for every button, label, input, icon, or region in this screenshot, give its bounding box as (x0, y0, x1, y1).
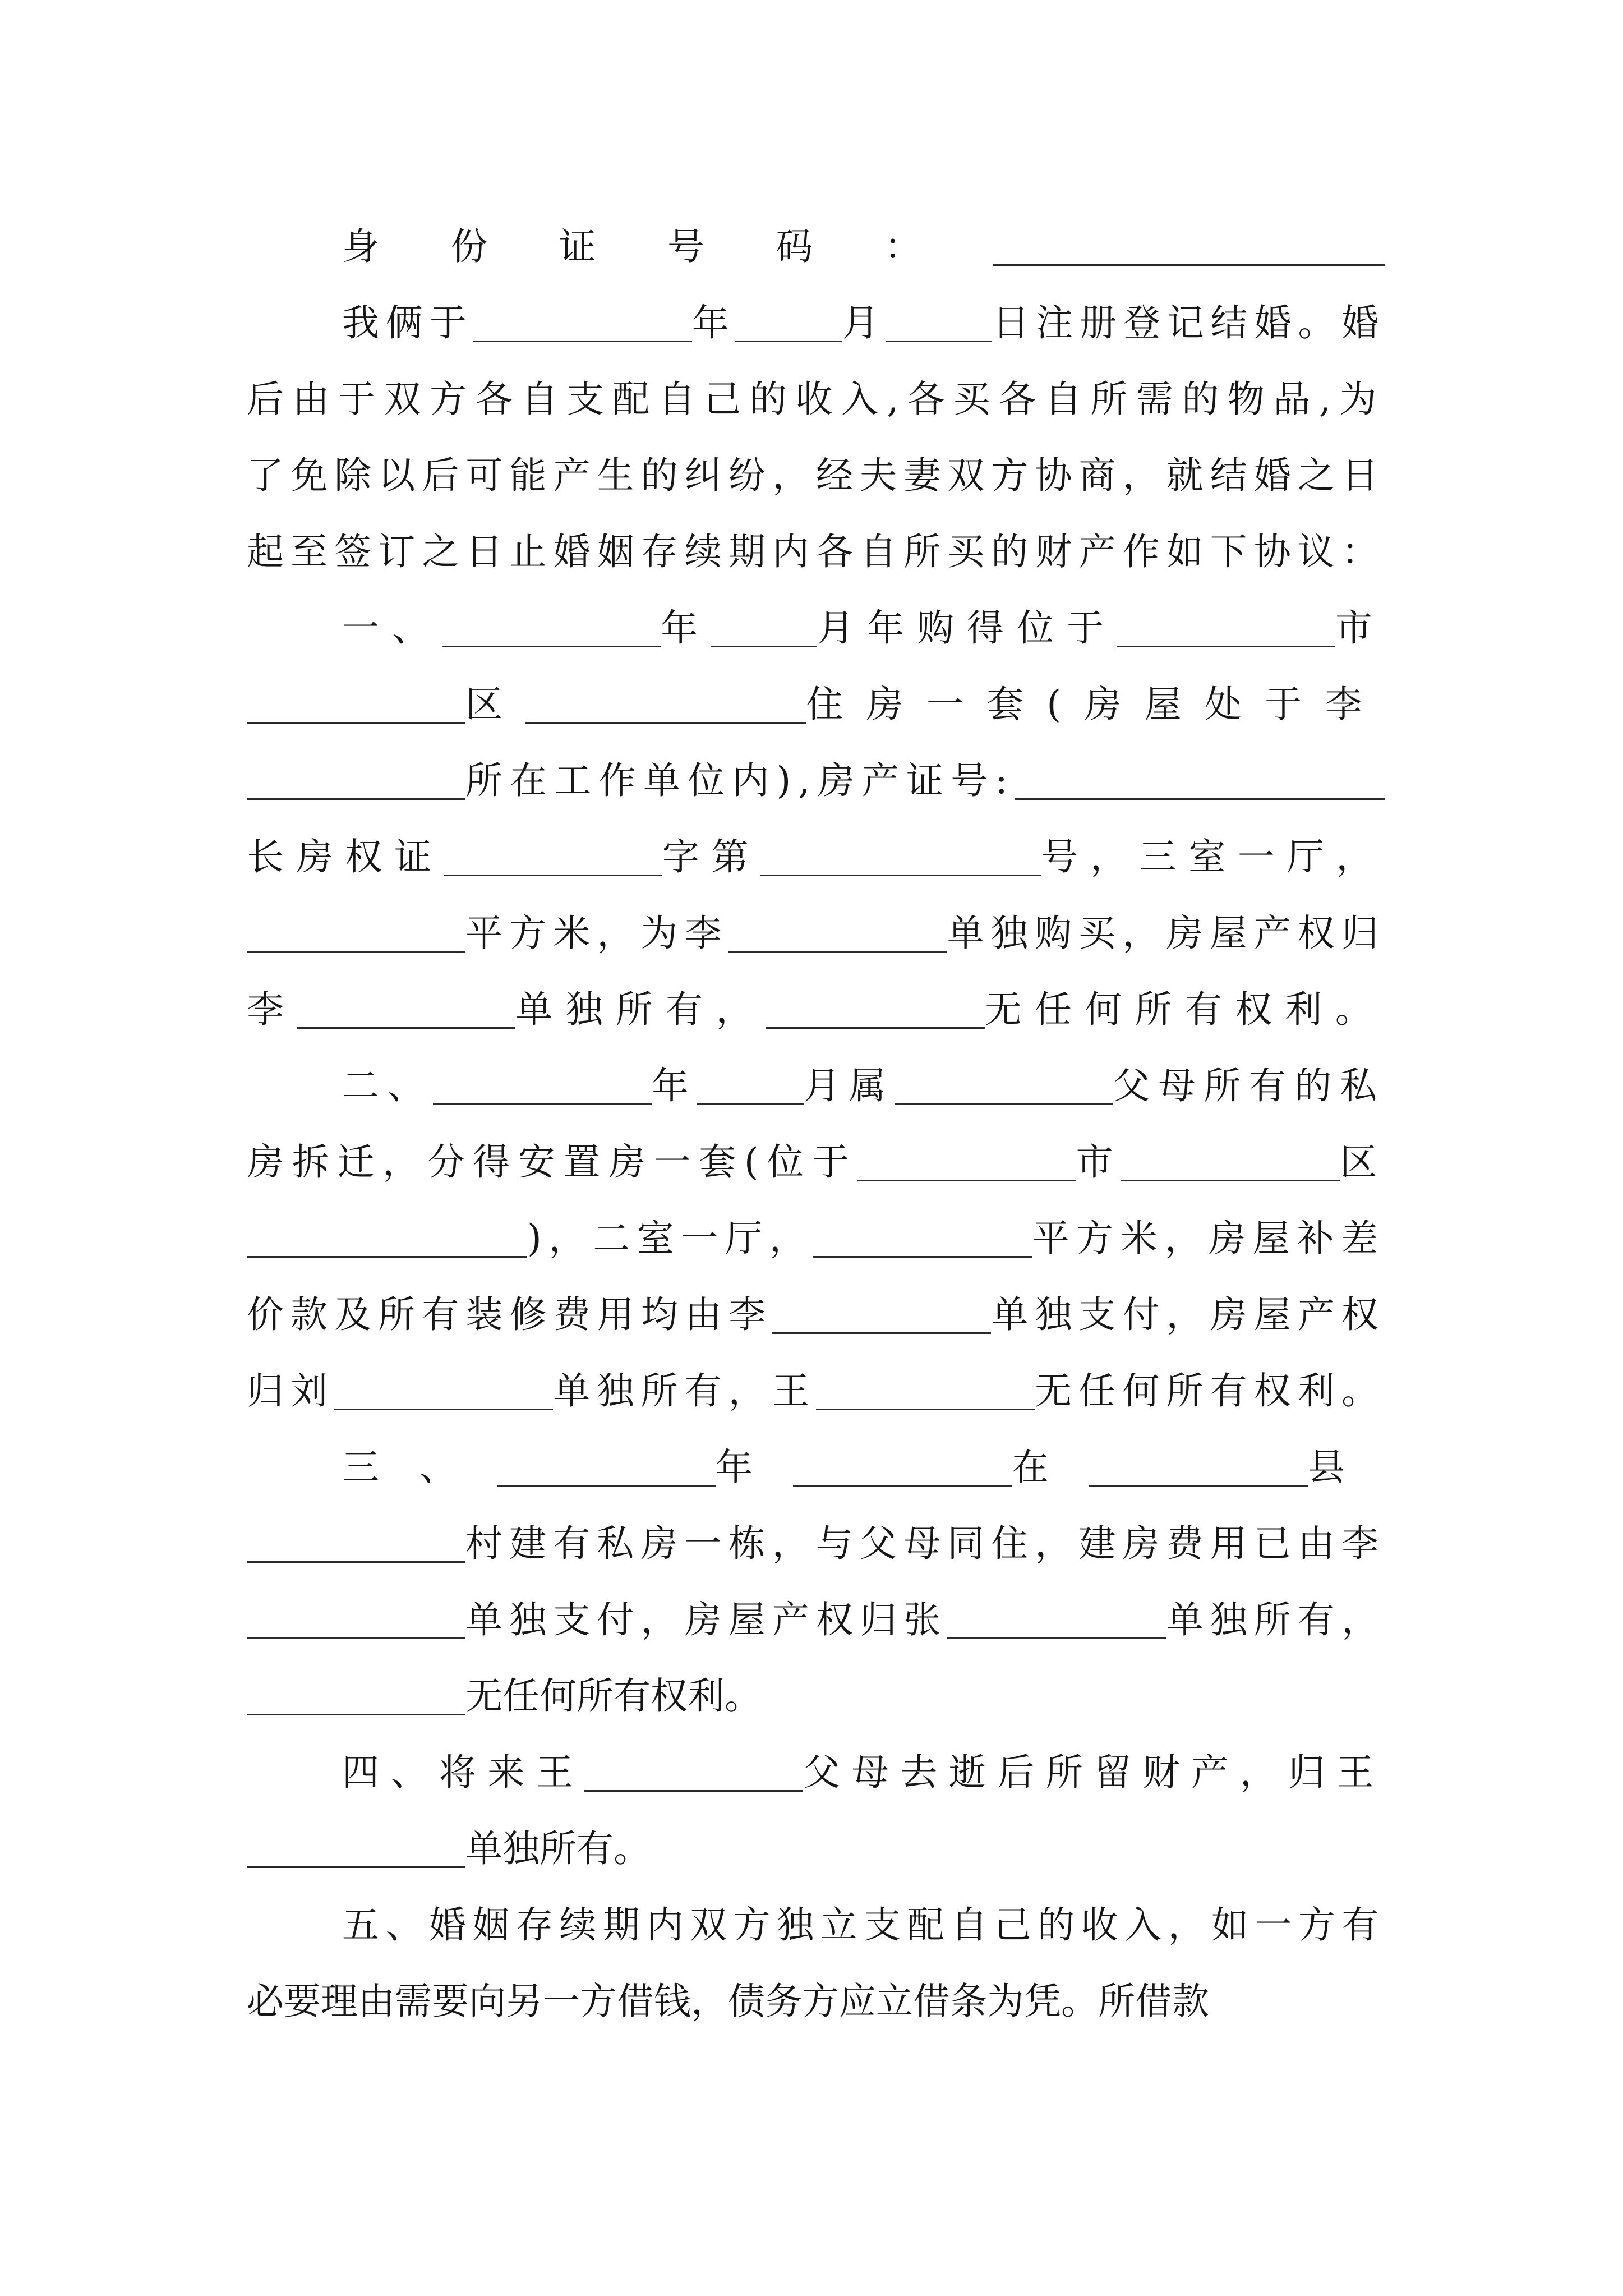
fill-in-blank (525, 682, 806, 727)
text-segment: 单独所有， (515, 988, 766, 1031)
text-segment: 一、 (342, 606, 442, 650)
text-line (247, 1521, 1385, 1566)
text-segment: 日注册登记结婚。婚 (992, 301, 1386, 344)
text-segment: 我俩于 (342, 301, 473, 344)
text-segment: 市 (1335, 606, 1385, 650)
fill-in-blank (247, 1521, 465, 1566)
text-segment: 价款及所有装修费用均由李 (247, 1293, 773, 1336)
fill-in-blank (1089, 1445, 1308, 1490)
text-segment: )，二室一厅， (527, 1217, 814, 1260)
fill-in-blank (433, 1064, 652, 1108)
fill-in-blank (895, 1064, 1113, 1108)
text-segment: 住房一套(房屋处于李 (806, 683, 1385, 726)
fill-in-blank (1121, 1140, 1340, 1185)
text-line (247, 1369, 1385, 1414)
fill-in-blank (247, 1216, 527, 1261)
text-segment: 区 (465, 683, 526, 726)
text-segment: 四、将来王 (342, 1751, 585, 1794)
text-line (247, 453, 1385, 498)
fill-in-blank (297, 987, 515, 1032)
fill-in-blank (793, 1445, 1012, 1490)
text-line (342, 1445, 1385, 1490)
text-segment: 所在工作单位内),房产证号: (465, 759, 1015, 802)
fill-in-blank (857, 1140, 1076, 1185)
text-line (247, 682, 1385, 727)
text-line (342, 1750, 1385, 1795)
text-segment: 单独所有。 (465, 1827, 651, 1870)
text-line (247, 1216, 1385, 1261)
text-segment: 年 (661, 606, 711, 650)
fill-in-blank (1117, 606, 1335, 651)
fill-in-blank (473, 301, 692, 346)
fill-in-blank (735, 301, 842, 346)
fill-in-blank (993, 224, 1385, 269)
text-segment: 号，三室一厅， (1041, 835, 1385, 878)
text-line (247, 530, 1385, 574)
fill-in-blank (247, 1674, 465, 1719)
fill-in-blank (947, 1598, 1166, 1642)
text-segment: 县 (1308, 1446, 1385, 1489)
text-segment: 月 (842, 301, 886, 344)
fill-in-blank (247, 682, 465, 727)
text-line (342, 301, 1385, 346)
text-segment: 后由于双方各自支配自己的收入,各买各自所需的物品,为 (247, 378, 1385, 421)
text-segment: 月属 (803, 1064, 895, 1107)
text-segment: 必要理由需要向另一方借钱，债务方应立借条为凭。所借款 (247, 1980, 1209, 2023)
text-segment: 平方米，为李 (465, 912, 728, 955)
text-line (247, 1826, 651, 1871)
fill-in-blank (1015, 758, 1385, 803)
text-line (247, 377, 1385, 422)
text-line (247, 1674, 762, 1719)
fill-in-blank (697, 1064, 804, 1108)
fill-in-blank (728, 911, 947, 956)
text-segment: 村建有私房一栋，与父母同住，建房费用已由李 (465, 1522, 1386, 1565)
text-segment: 身份证号码： (342, 225, 993, 268)
fill-in-blank (886, 301, 992, 346)
fill-in-blank (816, 1369, 1035, 1414)
text-line (247, 758, 1385, 803)
fill-in-blank (584, 1750, 803, 1795)
text-segment: 父母去逝后所留财产，归王 (803, 1751, 1385, 1794)
text-segment: 区 (1340, 1140, 1385, 1184)
text-segment: 单独支付，房屋产权 (991, 1293, 1386, 1336)
text-segment: 房拆迁，分得安置房一套(位于 (247, 1140, 857, 1184)
text-segment: 单独购买，房屋产权归 (947, 912, 1386, 955)
text-segment: 在 (1012, 1446, 1089, 1489)
text-line (247, 1979, 1209, 2024)
text-segment: 年 (716, 1446, 793, 1489)
text-segment: 长房权证 (247, 835, 444, 878)
text-segment: 了免除以后可能产生的纠纷，经夫妻双方协商，就结婚之日 (247, 454, 1386, 497)
text-segment: 二、 (342, 1064, 433, 1107)
text-line (342, 1064, 1385, 1108)
fill-in-blank (711, 606, 817, 651)
fill-in-blank (772, 1292, 991, 1337)
text-line (247, 987, 1385, 1032)
text-segment: 单独支付，房屋产权归张 (465, 1598, 948, 1641)
text-segment: 五、婚姻存续期内双方独立支配自己的收入，如一方有 (342, 1903, 1385, 1947)
fill-in-blank (497, 1445, 716, 1490)
text-segment: 无任何所有权利。 (984, 988, 1386, 1031)
text-segment: 字第 (662, 835, 761, 878)
fill-in-blank (444, 835, 662, 880)
text-line (247, 1598, 1385, 1642)
fill-in-blank (766, 987, 985, 1032)
text-segment: 平方米，房屋补差 (1032, 1217, 1385, 1260)
text-segment: 无任何所有权利。 (1035, 1369, 1386, 1412)
text-segment: 无任何所有权利。 (465, 1674, 762, 1718)
fill-in-blank (760, 835, 1041, 880)
text-segment: 三、 (342, 1446, 497, 1489)
text-line (247, 911, 1385, 956)
text-line (342, 1903, 1385, 1948)
text-segment: 单独所有， (1166, 1598, 1386, 1641)
fill-in-blank (247, 1598, 465, 1642)
text-line (247, 835, 1385, 880)
text-segment: 起至签订之日止婚姻存续期内各自所买的财产作如下协议： (247, 530, 1386, 573)
fill-in-blank (813, 1216, 1032, 1261)
text-segment: 单独所有，王 (553, 1369, 817, 1412)
text-segment: 年 (691, 301, 736, 344)
text-segment: 年 (651, 1064, 697, 1107)
text-segment: 归刘 (247, 1369, 335, 1412)
text-line (247, 1292, 1385, 1337)
text-line (342, 606, 1385, 651)
text-segment: 李 (247, 988, 297, 1031)
text-segment: 月年购得位于 (817, 606, 1117, 650)
fill-in-blank (247, 758, 465, 803)
text-line (342, 224, 1385, 269)
fill-in-blank (247, 1826, 465, 1871)
fill-in-blank (442, 606, 661, 651)
fill-in-blank (334, 1369, 553, 1414)
text-line (247, 1140, 1385, 1185)
text-segment: 市 (1076, 1140, 1122, 1184)
fill-in-blank (247, 911, 465, 956)
text-segment: 父母所有的私 (1113, 1064, 1386, 1107)
